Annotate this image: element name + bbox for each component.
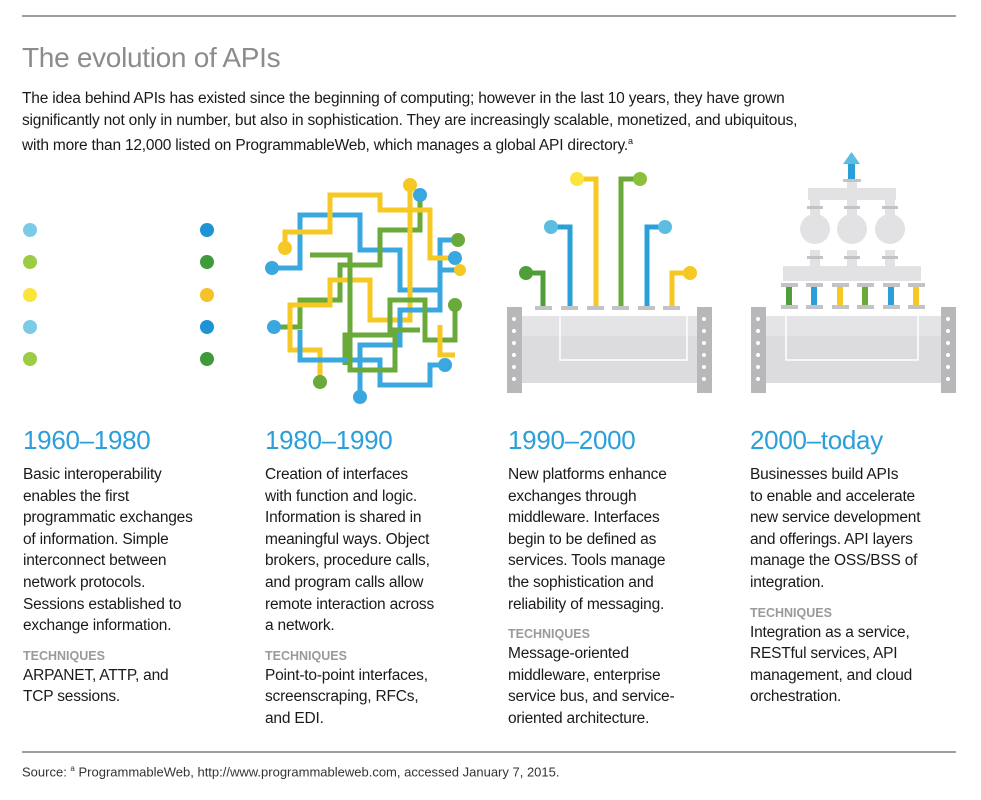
techniques-label: TECHNIQUES [265, 648, 347, 663]
era-illustrations [0, 150, 981, 420]
era-year: 1960–1980 [23, 425, 151, 455]
api-layer-icon [751, 152, 956, 393]
page-title: The evolution of APIs [22, 42, 281, 73]
footnote-marker: a [70, 764, 75, 773]
era-description: Creation of interfaces with function and logic. Information is shared in meaningful ways. Object brokers, procedure calls, and program calls allow remote interaction across a network. [265, 466, 435, 635]
intro-line: The idea behind APIs has existed since the beginning of computing; however in the last 10 years, they have grown [22, 90, 785, 107]
techniques-label: TECHNIQUES [508, 627, 590, 642]
techniques-text: Message-oriented middleware, enterprise service bus, and service- oriented architecture. [508, 645, 675, 727]
techniques-text: ARPANET, ATTP, and TCP sessions. [23, 666, 169, 706]
era-year: 1990–2000 [508, 425, 636, 455]
middleware-icon [507, 172, 712, 393]
era-column-1980 [265, 424, 500, 730]
arrow-up-icon [843, 152, 860, 164]
era-column-2000 [750, 424, 981, 708]
source-note: Source: $^a$ ProgrammableWeb, http://www.programmableweb.com, accessed January 7, 2015. [22, 764, 560, 780]
era-column-1960 [23, 424, 258, 708]
techniques-text: Point-to-point interfaces, screenscraping, RFCs, and EDI. [265, 666, 428, 727]
intro-line: significantly not only in number, but also in sophistication. They are increasingly scalable, monetized, and ubiquitous, [22, 111, 798, 129]
parallel-lines-icon [23, 223, 214, 366]
era-year: 1980–1990 [265, 425, 393, 455]
techniques-label: TECHNIQUES [750, 605, 832, 620]
era-column-1990 [508, 424, 743, 730]
techniques-label: TECHNIQUES [23, 648, 105, 663]
era-description: Basic interoperability enables the first programmatic exchanges of information. Simple interconnect between network protocols. Sessions established to exchange information. [23, 466, 193, 635]
top-rule [22, 15, 956, 17]
bottom-rule [22, 751, 956, 753]
footnote-marker: a [628, 136, 633, 146]
intro-paragraph [22, 88, 962, 157]
intro-line: with more than 12,000 listed on ProgrammableWeb, which manages a global API directory.$^a$ [22, 136, 633, 155]
techniques-text: Integration as a service, RESTful services, API management, and cloud orchestration. [750, 623, 913, 706]
era-description: Businesses build APIs to enable and accelerate new service development and offerings. API layers manage the OSS/BSS of integration. [750, 466, 921, 591]
era-year: 2000–today [750, 425, 883, 455]
tangled-lines-icon [265, 178, 466, 404]
era-description: New platforms enhance exchanges through middleware. Interfaces begin to be defined as services. Tools manage the sophistication and reliability of messaging. [508, 466, 667, 613]
